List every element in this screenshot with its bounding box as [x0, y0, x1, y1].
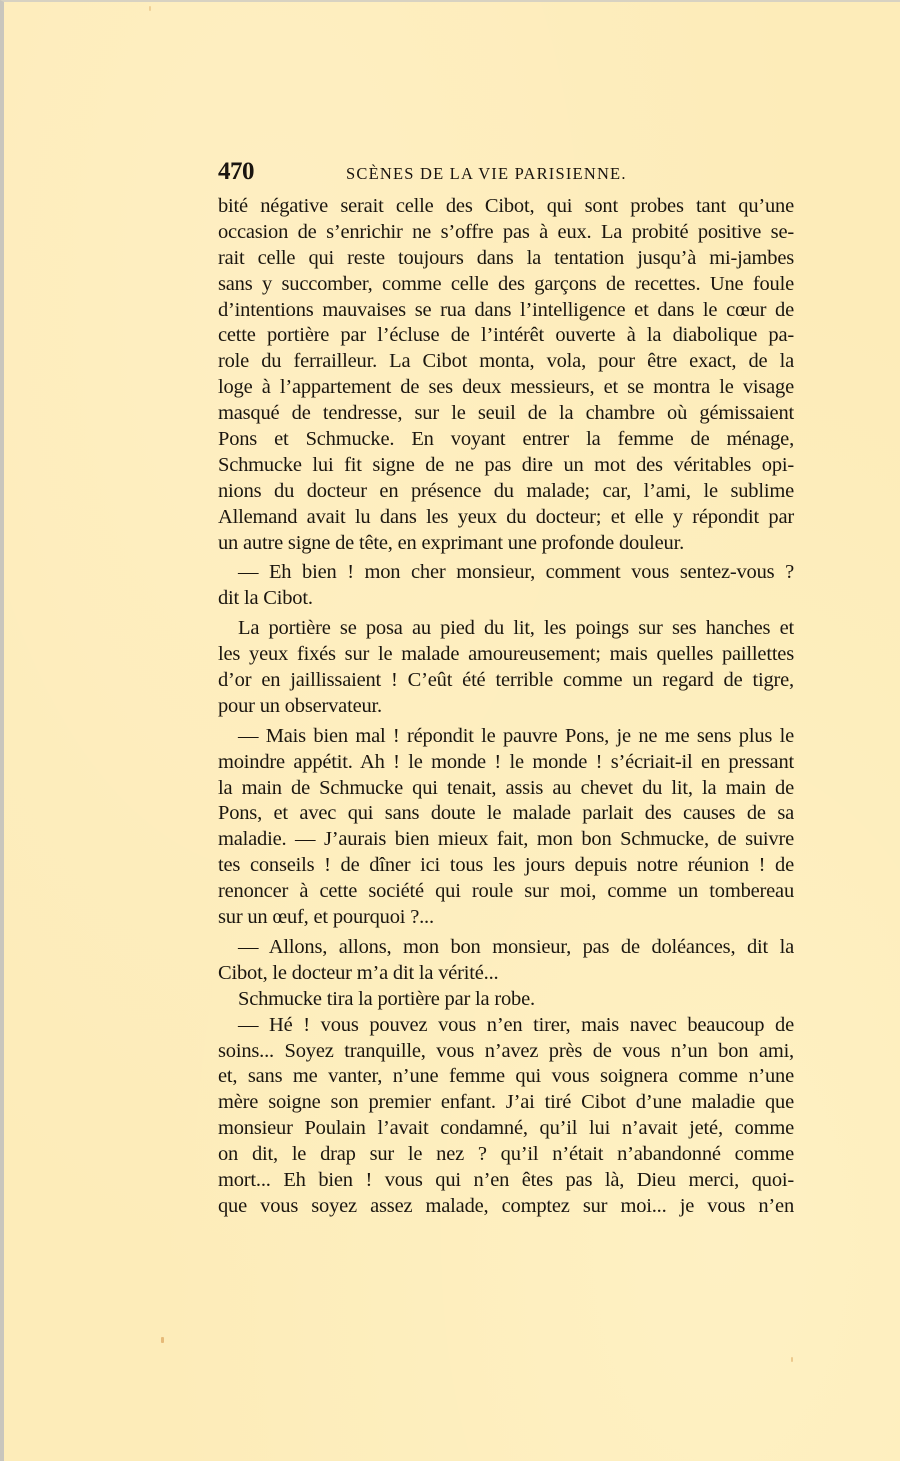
- text-line: et, sans me vanter, n’une femme qui vous soignera comme n’une: [218, 1065, 794, 1088]
- text-line: la main de Schmucke qui tenait, assis au chevet du lit, la main de: [218, 776, 794, 799]
- text-line: La portière se posa au pied du lit, les poings sur ses hanches et: [238, 617, 794, 640]
- text-line: sur un œuf, et pourquoi ?...: [218, 906, 434, 929]
- text-line: — Hé ! vous pouvez vous n’en tirer, mais navec beaucoup de: [238, 1013, 794, 1036]
- text-line: Cibot, le docteur m’a dit la vérité...: [218, 961, 499, 984]
- text-line: role du ferrailleur. La Cibot monta, vola, pour être exact, de la: [218, 350, 794, 373]
- text-line: soins... Soyez tranquille, vous n’avez près de vous n’un bon ami,: [218, 1039, 794, 1062]
- text-line: Pons et Schmucke. En voyant entrer la femme de ménage,: [218, 428, 794, 451]
- paragraph: [218, 616, 794, 720]
- paper-speck: [149, 6, 151, 11]
- text-line: occasion de s’enrichir ne s’offre pas à eux. La probité positive se-: [218, 220, 794, 243]
- text-line: pour un observateur.: [218, 694, 382, 717]
- text-line: mère soigne son premier enfant. J’ai tiré Cibot d’une maladie que: [218, 1091, 794, 1114]
- text-line: les yeux fixés sur le malade amoureusement; mais quelles paillettes: [218, 643, 794, 666]
- text-line: — Mais bien mal ! répondit le pauvre Pons, je ne me sens plus le: [238, 724, 794, 747]
- text-line: Schmucke lui fit signe de ne pas dire un mot des véritables opi-: [218, 453, 794, 476]
- text-line: — Eh bien ! mon cher monsieur, comment vous sentez-vous ?: [238, 561, 794, 584]
- paragraph: [218, 560, 794, 612]
- text-line: monsieur Poulain l’avait condamné, qu’il lui n’avait jeté, comme: [218, 1117, 794, 1140]
- text-line: moindre appétit. Ah ! le monde ! le monde ! s’écriait-il en pressant: [218, 750, 794, 773]
- text-line: loge à l’appartement de ses deux messieurs, et se montra le visage: [218, 376, 794, 399]
- text-line: mort... Eh bien ! vous qui n’en êtes pas là, Dieu merci, quoi-: [218, 1168, 794, 1191]
- paragraph: [218, 935, 794, 987]
- paper-speck: [161, 1337, 164, 1343]
- text-line: renoncer à cette société qui roule sur moi, comme un tombereau: [218, 880, 794, 903]
- page-number: 470: [218, 158, 254, 185]
- text-line: d’intentions mauvaises se rua dans l’intelligence et dans le cœur de: [218, 298, 794, 321]
- text-line: masqué de tendresse, sur le seuil de la chambre où gémissaient: [218, 402, 794, 425]
- paragraph: [218, 987, 794, 1013]
- text-line: que vous soyez assez malade, comptez sur moi... je vous n’en: [218, 1194, 794, 1217]
- body-text: [218, 194, 794, 1220]
- text-line: dit la Cibot.: [218, 587, 313, 610]
- page-header: [218, 158, 794, 188]
- text-line: un autre signe de tête, en exprimant une profonde douleur.: [218, 531, 685, 554]
- text-line: rait celle qui reste toujours dans la tentation jusqu’à mi-jambes: [218, 246, 794, 269]
- text-line: Allemand avait lu dans les yeux du docteur; et elle y répondit par: [218, 505, 794, 528]
- text-line: tes conseils ! de dîner ici tous les jours depuis notre réunion ! de: [218, 854, 794, 877]
- text-line: bité négative serait celle des Cibot, qui sont probes tant qu’une: [218, 195, 794, 217]
- text-line: nions du docteur en présence du malade; car, l’ami, le sublime: [218, 479, 794, 502]
- text-line: on dit, le drap sur le nez ? qu’il n’était n’abandonné comme: [218, 1143, 794, 1166]
- paragraph: [218, 1013, 794, 1220]
- text-line: sans y succomber, comme celle des garçons de recettes. Une foule: [218, 272, 794, 295]
- paragraph: [218, 194, 794, 556]
- text-line: maladie. — J’aurais bien mieux fait, mon bon Schmucke, de suivre: [218, 828, 794, 851]
- text-line: — Allons, allons, mon bon monsieur, pas de doléances, dit la: [238, 935, 794, 958]
- paragraph: [218, 724, 794, 931]
- paper-speck: [791, 1357, 793, 1362]
- text-line: d’or en jaillissaient ! C’eût été terrible comme un regard de tigre,: [218, 669, 794, 692]
- running-title: SCÈNES DE LA VIE PARISIENNE.: [346, 164, 627, 183]
- text-line: cette portière par l’écluse de l’intérêt ouverte à la diabolique pa-: [218, 324, 794, 347]
- text-line: Pons, et avec qui sans doute le malade parlait des causes de sa: [218, 802, 794, 825]
- text-line: Schmucke tira la portière par la robe.: [238, 987, 535, 1010]
